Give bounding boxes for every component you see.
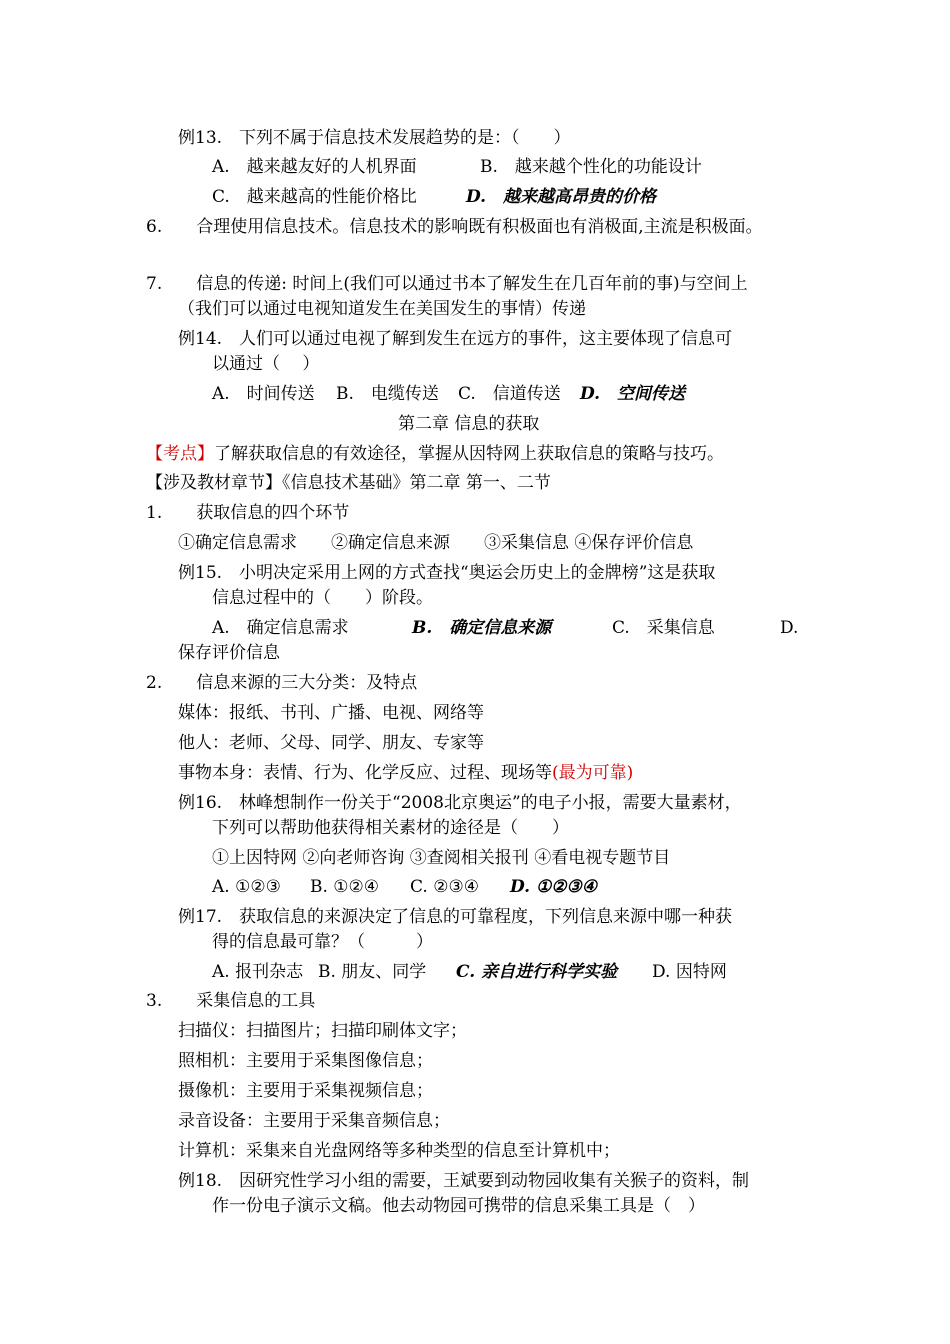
example-16-option-a: A. ①②③ (212, 877, 281, 897)
section-3-title: 3. 采集信息的工具 (146, 991, 316, 1011)
example-16-option-d-answer: D. ①②③④ (510, 877, 597, 897)
example-13-option-c: C. 越来越高的性能价格比 (212, 187, 417, 207)
example-13-option-d-answer: D. 越来越高昂贵的价格 (466, 187, 657, 207)
example-13-option-a: A. 越来越友好的人机界面 (212, 157, 417, 177)
kaodian-line (146, 443, 724, 465)
example-17-option-d: D. 因特网 (652, 962, 727, 982)
section-1-title: 1. 获取信息的四个环节 (146, 503, 350, 523)
most-reliable-note: (最为可靠) (552, 763, 634, 783)
example-17-question-line-2: 得的信息最可靠？（ ） (212, 932, 433, 952)
source-others: 他人：老师、父母、同学、朋友、专家等 (178, 733, 484, 753)
example-15-question-line-1: 例15. 小明决定采用上网的方式查找“奥运会历史上的金牌榜”这是获取 (178, 563, 716, 583)
example-16-question-line-1: 例16. 林峰想制作一份关于“2008北京奥运”的电子小报，需要大量素材， (178, 793, 742, 813)
example-18-question-line-1: 例18. 因研究性学习小组的需要，王斌要到动物园收集有关猴子的资料，制 (178, 1171, 750, 1191)
section-1-steps: ①确定信息需求 ②确定信息来源 ③采集信息 ④保存评价信息 (178, 533, 694, 553)
example-17-option-b: B. 朋友、同学 (318, 962, 427, 982)
example-16-option-b: B. ①②④ (310, 877, 380, 897)
source-things-text: 事物本身：表情、行为、化学反应、过程、现场等 (178, 763, 552, 783)
example-15-question-line-2: 信息过程中的（ ）阶段。 (212, 588, 433, 608)
example-17-question-line-1: 例17. 获取信息的来源决定了信息的可靠程度，下列信息来源中哪一种获 (178, 907, 733, 927)
example-13-question: 例13. 下列不属于信息技术发展趋势的是：（ ） (178, 128, 571, 148)
example-16-choices: ①上因特网 ②向老师咨询 ③查阅相关报刊 ④看电视专题节目 (212, 848, 671, 868)
example-15-option-d-label: D. (780, 618, 799, 638)
section-2-title: 2. 信息来源的三大分类：及特点 (146, 673, 418, 693)
kaodian-label: 【考点】 (146, 444, 214, 464)
source-media: 媒体：报纸、书刊、广播、电视、网络等 (178, 703, 484, 723)
example-17-option-a: A. 报刊杂志 (212, 962, 304, 982)
kaodian-text: 了解获取信息的有效途径，掌握从因特网上获取信息的策略与技巧。 (214, 444, 724, 464)
example-15-option-d-text: 保存评价信息 (178, 643, 280, 663)
item-7-line-2: （我们可以通过电视知道发生在美国发生的事情）传递 (178, 299, 586, 319)
example-16-question-line-2: 下列可以帮助他获得相关素材的途径是（ ） (212, 818, 569, 838)
tool-computer: 计算机：采集来自光盘网络等多种类型的信息至计算机中； (178, 1141, 620, 1161)
example-14-option-a: A. 时间传送 (212, 384, 315, 404)
example-14-option-c: C. 信道传送 (458, 384, 561, 404)
tool-audio-recorder: 录音设备：主要用于采集音频信息； (178, 1111, 450, 1131)
example-18-question-line-2: 作一份电子演示文稿。他去动物园可携带的信息采集工具是（ ） (212, 1196, 705, 1216)
example-15-option-a: A. 确定信息需求 (212, 618, 349, 638)
example-15-option-b-answer: B. 确定信息来源 (412, 618, 552, 638)
example-14-question-line-2: 以通过（ ） (212, 354, 320, 374)
example-14-option-b: B. 电缆传送 (336, 384, 439, 404)
chapter-title: 第二章 信息的获取 (398, 414, 540, 434)
tool-camera: 照相机：主要用于采集图像信息； (178, 1051, 433, 1071)
tool-video-camera: 摄像机：主要用于采集视频信息； (178, 1081, 433, 1101)
example-14-option-d-answer: D. 空间传送 (580, 384, 686, 404)
example-14-question-line-1: 例14. 人们可以通过电视了解到发生在远方的事件，这主要体现了信息可 (178, 329, 733, 349)
example-15-option-c: C. 采集信息 (612, 618, 715, 638)
example-17-option-c-answer: C. 亲自进行科学实验 (456, 962, 618, 982)
textbook-section: 【涉及教材章节】《信息技术基础》第二章 第一、二节 (146, 473, 551, 493)
item-6: 6. 合理使用信息技术。信息技术的影响既有积极面也有消极面,主流是积极面。 (146, 217, 763, 237)
item-7-line-1: 7. 信息的传递: 时间上(我们可以通过书本了解发生在几百年前的事)与空间上 (146, 274, 748, 294)
source-things (178, 762, 633, 784)
example-13-option-b: B. 越来越个性化的功能设计 (480, 157, 702, 177)
tool-scanner: 扫描仪：扫描图片；扫描印刷体文字； (178, 1021, 467, 1041)
example-16-option-c: C. ②③④ (410, 877, 479, 897)
